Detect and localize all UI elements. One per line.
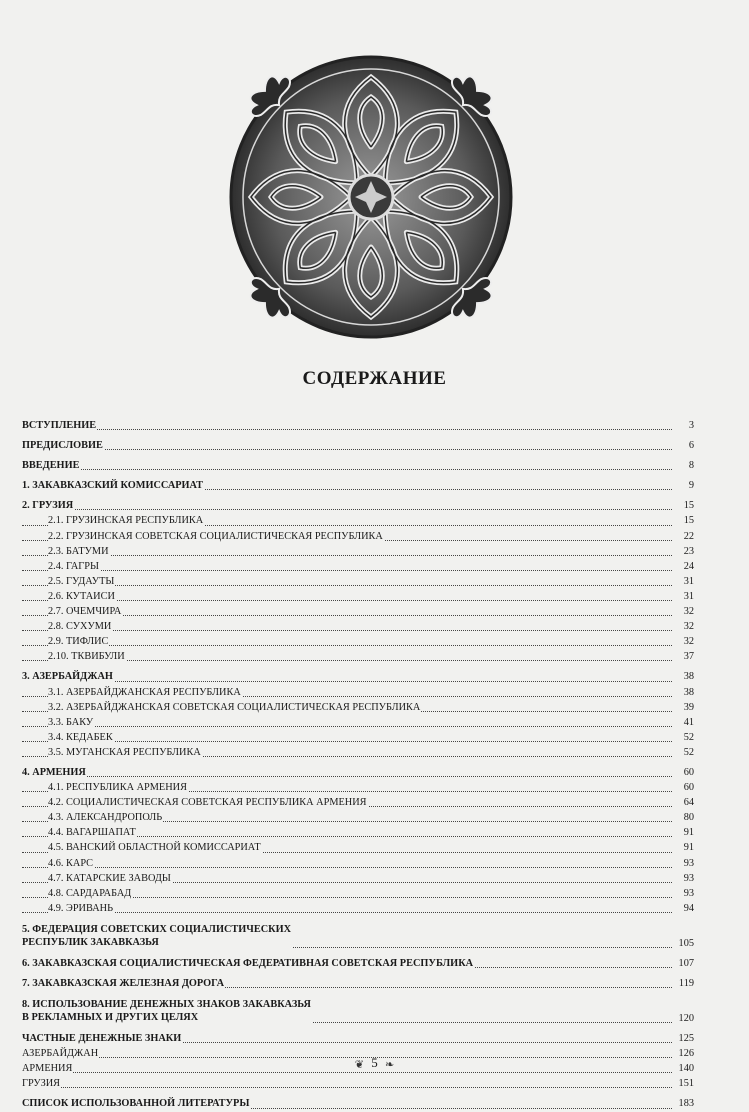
toc-entry-page: 91 <box>683 827 694 839</box>
toc-entry-label: 1. ЗАКАВКАЗСКИЙ КОМИССАРИАТ <box>22 478 204 493</box>
celtic-knot-ornament <box>215 48 527 346</box>
toc-entry-page: 9 <box>688 480 694 492</box>
toc-entry <box>22 745 694 760</box>
toc-entry-label: 4.8. САРДАРАБАД <box>48 886 132 901</box>
toc-entry-page: 80 <box>683 812 694 824</box>
toc-entry-page: 31 <box>683 590 694 602</box>
toc-entry-page: 91 <box>683 842 694 854</box>
dot-leader <box>22 509 672 510</box>
toc-entry-label: 7. ЗАКАВКАЗСКАЯ ЖЕЛЕЗНАЯ ДОРОГА <box>22 976 225 991</box>
toc-entry <box>22 458 694 473</box>
toc-entry-page: 6 <box>688 440 694 452</box>
toc-entry-label: 3.1. АЗЕРБАЙДЖАНСКАЯ РЕСПУБЛИКА <box>48 685 242 700</box>
toc-entry-page: 93 <box>683 872 694 884</box>
toc-entry-label: СПИСОК ИСПОЛЬЗОВАННОЙ ЛИТЕРАТУРЫ <box>22 1096 250 1111</box>
toc-entry <box>22 921 694 951</box>
table-of-contents <box>22 418 694 1112</box>
toc-entry <box>22 574 694 589</box>
toc-entry-page: 38 <box>683 686 694 698</box>
toc-entry-label: 2.10. ТКВИБУЛИ <box>48 649 126 664</box>
toc-entry <box>22 1076 694 1091</box>
dot-leader <box>22 630 672 631</box>
toc-entry <box>22 669 694 684</box>
toc-entry-label: ГРУЗИЯ <box>22 1076 61 1091</box>
toc-entry-label: АЗЕРБАЙДЖАН <box>22 1046 99 1061</box>
toc-entry <box>22 765 694 780</box>
toc-entry-page: 22 <box>683 530 694 542</box>
toc-entry-label: 2.4. ГАГРЫ <box>48 559 100 574</box>
toc-entry-label: 4.6. КАРС <box>48 856 94 871</box>
toc-entry-page: 183 <box>678 1098 694 1110</box>
toc-entry <box>22 649 694 664</box>
toc-entry-page: 93 <box>683 887 694 899</box>
toc-entry <box>22 529 694 544</box>
toc-entry-label: 2.1. ГРУЗИНСКАЯ РЕСПУБЛИКА <box>48 513 204 528</box>
toc-entry <box>22 795 694 810</box>
toc-entry-page: 126 <box>678 1048 694 1060</box>
toc-entry-page: 52 <box>683 731 694 743</box>
dot-leader <box>22 469 672 470</box>
toc-entry <box>22 886 694 901</box>
toc-entry-label: 2.8. СУХУМИ <box>48 619 112 634</box>
toc-entry-page: 23 <box>683 545 694 557</box>
toc-entry-page: 52 <box>683 746 694 758</box>
dot-leader <box>22 555 672 556</box>
toc-entry-label: ВВЕДЕНИЕ <box>22 458 80 473</box>
toc-entry-page: 15 <box>683 500 694 512</box>
toc-entry-page: 15 <box>683 515 694 527</box>
toc-entry-label: 3.4. КЕДАБЕК <box>48 730 114 745</box>
toc-entry-label: 2.7. ОЧЕМЧИРА <box>48 604 122 619</box>
toc-entry-page: 3 <box>688 420 694 431</box>
toc-entry-label: 2. ГРУЗИЯ <box>22 498 74 513</box>
toc-entry-label: 3.3. БАКУ <box>48 715 94 730</box>
dot-leader <box>22 585 672 586</box>
page-footer <box>0 1055 749 1071</box>
toc-entry-page: 105 <box>678 937 694 949</box>
dot-leader <box>22 645 672 646</box>
toc-entry-label: АРМЕНИЯ <box>22 1061 73 1076</box>
toc-entry-page: 39 <box>683 701 694 713</box>
toc-entry-label: 3. АЗЕРБАЙДЖАН <box>22 669 114 684</box>
dot-leader <box>22 600 672 601</box>
toc-entry <box>22 730 694 745</box>
toc-entry-label: 4.1. РЕСПУБЛИКА АРМЕНИЯ <box>48 780 188 795</box>
toc-entry-label: 6. ЗАКАВКАЗСКАЯ СОЦИАЛИСТИЧЕСКАЯ ФЕДЕРАТИВНАЯ СОВЕТСКАЯ РЕСПУБЛИКА <box>22 956 474 971</box>
toc-entry <box>22 1031 694 1046</box>
toc-entry-label: 8. ИСПОЛЬЗОВАНИЕ ДЕНЕЖНЫХ ЗНАКОВ ЗАКАВКАЗЬЯ В РЕКЛАМНЫХ И ДРУГИХ ЦЕЛЯХ <box>22 999 311 1024</box>
toc-entry <box>22 478 694 493</box>
dot-leader <box>22 912 672 913</box>
toc-entry-page: 38 <box>683 671 694 683</box>
dot-leader <box>22 726 672 727</box>
toc-entry <box>22 996 694 1026</box>
toc-entry-page: 151 <box>678 1078 694 1090</box>
toc-entry <box>22 825 694 840</box>
page-title: СОДЕРЖАНИЕ <box>302 368 447 389</box>
toc-entry-page: 107 <box>678 957 694 969</box>
toc-entry <box>22 438 694 453</box>
toc-entry <box>22 619 694 634</box>
page-number: 5 <box>371 1055 378 1070</box>
toc-entry-page: 32 <box>683 636 694 648</box>
toc-entry <box>22 715 694 730</box>
toc-entry <box>22 604 694 619</box>
toc-entry <box>22 634 694 649</box>
toc-entry <box>22 559 694 574</box>
toc-entry-label: 2.9. ТИФЛИС <box>48 634 109 649</box>
toc-entry-label: 2.5. ГУДАУТЫ <box>48 574 115 589</box>
dot-leader <box>22 570 672 571</box>
toc-entry-label: 4.9. ЭРИВАНЬ <box>48 901 114 916</box>
toc-entry-label: ВСТУПЛЕНИЕ <box>22 418 97 433</box>
toc-entry-label: 4.2. СОЦИАЛИСТИЧЕСКАЯ СОВЕТСКАЯ РЕСПУБЛИКА АРМЕНИЯ <box>48 795 368 810</box>
toc-entry-label: 2.2. ГРУЗИНСКАЯ СОВЕТСКАЯ СОЦИАЛИСТИЧЕСКАЯ РЕСПУБЛИКА <box>48 529 384 544</box>
toc-entry-label: ЧАСТНЫЕ ДЕНЕЖНЫЕ ЗНАКИ <box>22 1031 182 1046</box>
toc-entry <box>22 513 694 528</box>
toc-entry-label: 4.3. АЛЕКСАНДРОПОЛЬ <box>48 810 163 825</box>
ornament-right-icon: ❧ <box>385 1058 395 1071</box>
toc-entry-label: 5. ФЕДЕРАЦИЯ СОВЕТСКИХ СОЦИАЛИСТИЧЕСКИХ РЕСПУБЛИК ЗАКАВКАЗЬЯ <box>22 923 292 948</box>
toc-entry <box>22 1096 694 1111</box>
ornament-left-icon: ❦ <box>354 1058 364 1071</box>
toc-entry <box>22 810 694 825</box>
toc-entry <box>22 976 694 991</box>
toc-entry <box>22 901 694 916</box>
toc-entry-page: 32 <box>683 621 694 633</box>
toc-entry-page: 32 <box>683 606 694 618</box>
toc-entry <box>22 856 694 871</box>
toc-entry-page: 125 <box>678 1033 694 1045</box>
toc-entry-label: ПРЕДИСЛОВИЕ <box>22 438 104 453</box>
toc-entry <box>22 589 694 604</box>
toc-entry <box>22 780 694 795</box>
toc-entry <box>22 498 694 513</box>
toc-entry <box>22 685 694 700</box>
toc-entry-page: 94 <box>683 902 694 914</box>
dot-leader <box>22 1087 672 1088</box>
toc-entry <box>22 700 694 715</box>
toc-entry-page: 60 <box>683 782 694 794</box>
toc-entry <box>22 956 694 971</box>
dot-leader <box>22 449 672 450</box>
dot-leader <box>22 741 672 742</box>
toc-entry-label: 3.5. МУГАНСКАЯ РЕСПУБЛИКА <box>48 745 202 760</box>
dot-leader <box>22 429 672 430</box>
dot-leader <box>22 776 672 777</box>
dot-leader <box>22 867 672 868</box>
toc-entry-page: 140 <box>678 1063 694 1075</box>
toc-entry-label: 3.2. АЗЕРБАЙДЖАНСКАЯ СОВЕТСКАЯ СОЦИАЛИСТИЧЕСКАЯ РЕСПУБЛИКА <box>48 700 421 715</box>
toc-entry-page: 8 <box>688 460 694 472</box>
toc-entry-page: 41 <box>683 716 694 728</box>
toc-entry-label: 2.3. БАТУМИ <box>48 544 110 559</box>
toc-entry-page: 64 <box>683 797 694 809</box>
toc-entry-page: 24 <box>683 560 694 572</box>
toc-entry <box>22 871 694 886</box>
toc-entry-label: 4.5. ВАНСКИЙ ОБЛАСТНОЙ КОМИССАРИАТ <box>48 840 262 855</box>
toc-entry-page: 93 <box>683 857 694 869</box>
toc-entry-page: 119 <box>678 978 694 989</box>
toc-entry-label: 4.4. ВАГАРШАПАТ <box>48 825 137 840</box>
toc-entry-page: 37 <box>683 651 694 663</box>
dot-leader <box>22 1072 672 1073</box>
toc-entry-page: 31 <box>683 575 694 587</box>
toc-entry-page: 60 <box>683 766 694 778</box>
dot-leader <box>22 681 672 682</box>
toc-entry-page: 120 <box>678 1013 694 1025</box>
toc-entry-label: 4.7. КАТАРСКИЕ ЗАВОДЫ <box>48 871 172 886</box>
toc-entry-label: 4. АРМЕНИЯ <box>22 765 87 780</box>
toc-entry <box>22 418 694 433</box>
toc-entry <box>22 544 694 559</box>
toc-entry <box>22 840 694 855</box>
toc-entry-label: 2.6. КУТАИСИ <box>48 589 116 604</box>
